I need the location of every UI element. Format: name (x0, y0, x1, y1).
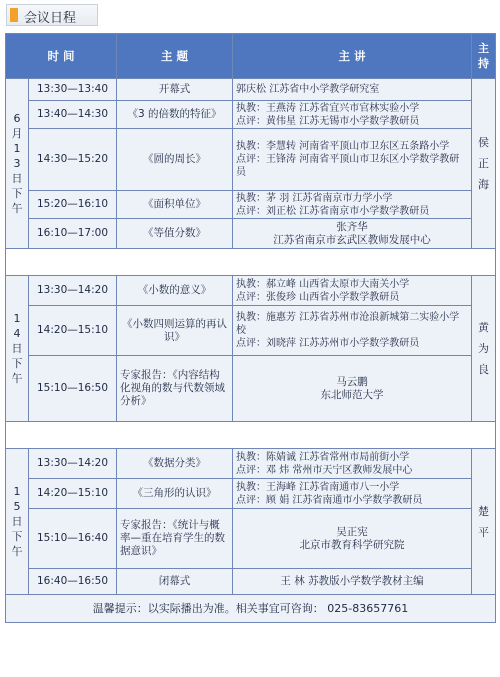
speaker-cell (233, 219, 472, 249)
speaker-line: 执教：施惠芳 江苏省苏州市沧浪新城第二实验小学校 (236, 312, 460, 336)
speaker-line: 点评：顾 娟 江苏省南通市小学数学教研员 (236, 494, 423, 506)
header-speaker: 主 讲 (233, 34, 472, 79)
topic-cell: 闭幕式 (117, 569, 233, 595)
table-row (6, 79, 496, 101)
footer-row (6, 595, 496, 623)
topic-cell: 《3 的倍数的特征》 (117, 101, 233, 129)
topic-cell: 《圆的周长》 (117, 129, 233, 191)
speaker-line: 点评：刘正松 江苏省南京市小学数学教研员 (236, 205, 430, 217)
speaker-line: 点评：刘晓萍 江苏苏州市小学数学教研员 (236, 338, 420, 349)
header-time: 时 间 (6, 34, 117, 79)
host-name-day2: 黄 为 良 (478, 321, 490, 376)
time-cell: 13:40—14:30 (29, 101, 117, 129)
speaker-cell (233, 79, 472, 101)
speaker-cell (233, 191, 472, 219)
table-row (6, 449, 496, 479)
time-cell: 16:10—17:00 (29, 219, 117, 249)
speaker-line: 点评：王锋涛 河南省平顶山市卫东区小学数学教研员 (236, 154, 460, 178)
topic-cell: 《等值分数》 (117, 219, 233, 249)
table-row (6, 101, 496, 129)
table-row (6, 569, 496, 595)
speaker-line: 点评：邓 炜 常州市天宁区教师发展中心 (236, 464, 413, 476)
header-host-label: 主 持 (478, 42, 490, 70)
time-cell: 14:20—15:10 (29, 306, 117, 356)
section-title: 会议日程 (24, 11, 77, 26)
header-topic: 主 题 (117, 34, 233, 79)
table-row (6, 219, 496, 249)
speaker-line: 执教：茅 羽 江苏省南京市力学小学 (236, 192, 393, 204)
host-cell-day1 (472, 79, 496, 249)
section-title-bar (6, 4, 98, 26)
table-row (6, 191, 496, 219)
date-cell-day1 (6, 79, 29, 249)
speaker-cell (233, 509, 472, 569)
speaker-cell (233, 479, 472, 509)
topic-cell: 开幕式 (117, 79, 233, 101)
speaker-line: 马云鹏 (336, 375, 368, 388)
date-cell-day2 (6, 276, 29, 422)
host-name-day3: 楚 平 (478, 504, 490, 539)
topic-cell: 专家报告：《内容结构化视角的数与代数领域分析》 (117, 356, 233, 422)
speaker-line: 执教：郝立峰 山西省太原市大南关小学 (236, 278, 410, 290)
date-label-day1: 6 月 1 3 日 下 午 (11, 112, 23, 215)
time-cell: 14:30—15:20 (29, 129, 117, 191)
speaker-cell (233, 101, 472, 129)
day-separator (6, 422, 496, 449)
host-cell-day2 (472, 276, 496, 422)
speaker-line: 郭庆松 江苏省中小学教学研究室 (236, 84, 380, 95)
speaker-cell (233, 276, 472, 306)
speaker-line: 张齐华 (336, 220, 368, 233)
date-label-day2: 1 4 日 下 午 (11, 312, 23, 385)
schedule-table (5, 33, 496, 623)
time-cell: 13:30—14:20 (29, 449, 117, 479)
speaker-cell (233, 306, 472, 356)
header-host (472, 34, 496, 79)
speaker-line: 北京市教育科学研究院 (299, 538, 405, 551)
topic-cell: 《数据分类》 (117, 449, 233, 479)
time-cell: 14:20—15:10 (29, 479, 117, 509)
speaker-cell (233, 449, 472, 479)
speaker-line: 执教：陈婧诚 江苏省常州市局前街小学 (236, 451, 410, 463)
topic-cell: 《三角形的认识》 (117, 479, 233, 509)
speaker-line: 吴正宪 (336, 525, 368, 538)
speaker-cell (233, 129, 472, 191)
day-separator (6, 249, 496, 276)
table-row (6, 129, 496, 191)
speaker-line: 执教：李慧转 河南省平顶山市卫东区五条路小学 (236, 141, 450, 152)
topic-cell: 专家报告：《统计与概率—重在培育学生的数据意识》 (117, 509, 233, 569)
time-cell: 15:20—16:10 (29, 191, 117, 219)
topic-cell: 《小数四则运算的再认识》 (117, 306, 233, 356)
speaker-line: 东北师范大学 (320, 388, 384, 401)
speaker-line: 点评：黄伟星 江苏无锡市小学数学教研员 (236, 115, 420, 127)
table-row (6, 276, 496, 306)
table-row (6, 356, 496, 422)
time-cell: 13:30—13:40 (29, 79, 117, 101)
footer-note: 温馨提示：以实际播出为准。相关事宜可咨询： 025-83657761 (6, 595, 496, 623)
time-cell: 15:10—16:50 (29, 356, 117, 422)
date-cell-day3 (6, 449, 29, 595)
date-label-day3: 1 5 日 下 午 (11, 485, 23, 558)
speaker-line: 点评：张俊珍 山西省小学数学教研员 (236, 291, 400, 303)
table-row (6, 479, 496, 509)
table-row (6, 306, 496, 356)
time-cell: 15:10—16:40 (29, 509, 117, 569)
speaker-line: 执教：王海峰 江苏省南通市八一小学 (236, 481, 400, 493)
speaker-line: 江苏省南京市玄武区教师发展中心 (273, 233, 431, 246)
table-header-row (6, 34, 496, 79)
time-cell: 16:40—16:50 (29, 569, 117, 595)
title-accent-mark (10, 8, 18, 22)
table-row (6, 509, 496, 569)
topic-cell: 《小数的意义》 (117, 276, 233, 306)
host-name-day1: 侯 正 海 (478, 136, 490, 191)
time-cell: 13:30—14:20 (29, 276, 117, 306)
topic-cell: 《面积单位》 (117, 191, 233, 219)
speaker-line: 执教：王燕涛 江苏省宜兴市官林实验小学 (236, 102, 420, 114)
speaker-line: 王 林 苏教版小学数学教材主编 (280, 575, 424, 587)
speaker-cell (233, 569, 472, 595)
host-cell-day3 (472, 449, 496, 595)
speaker-cell (233, 356, 472, 422)
